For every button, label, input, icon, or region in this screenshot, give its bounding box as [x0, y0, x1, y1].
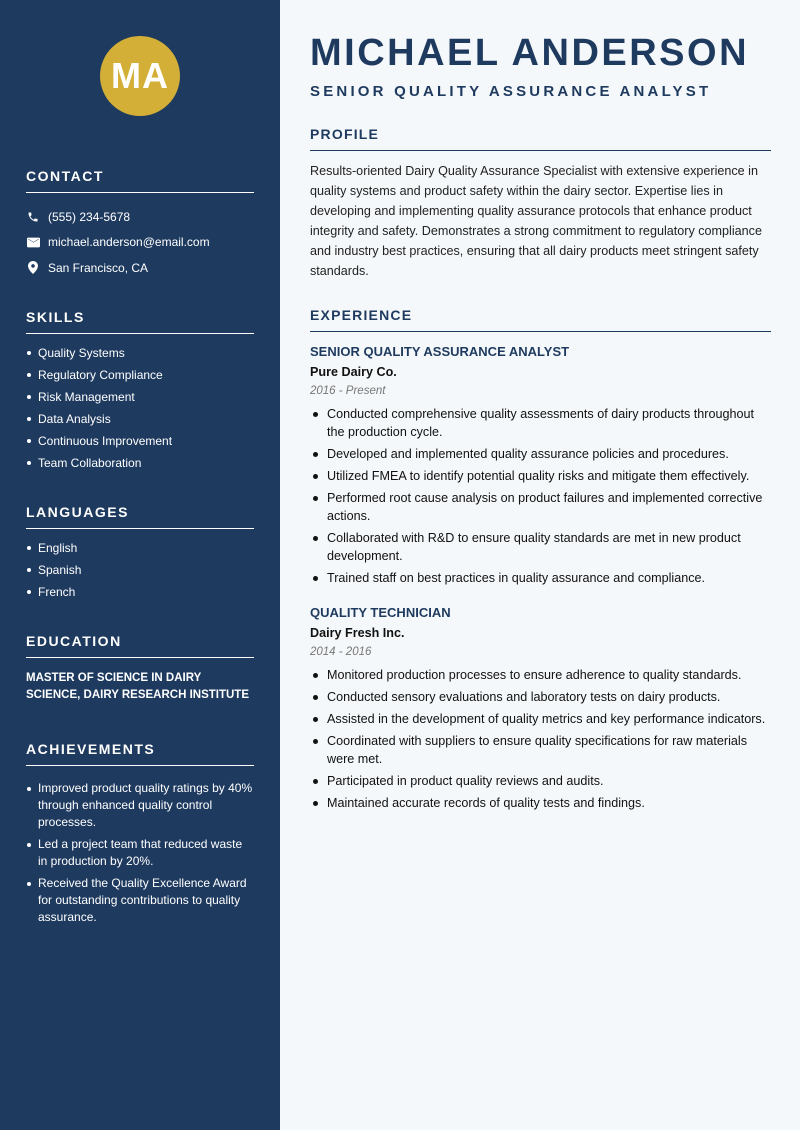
list-item: Collaborated with R&D to ensure quality standards are met in new product development. [310, 529, 771, 565]
list-item: Utilized FMEA to identify potential quality risks and mitigate them effectively. [310, 467, 771, 485]
list-item: Continuous Improvement [26, 432, 254, 454]
languages-heading: LANGUAGES [26, 504, 254, 529]
skills-list [26, 344, 254, 476]
job-entry [310, 605, 771, 812]
contact-list [26, 204, 254, 281]
list-item: Monitored production processes to ensure adherence to quality standards. [310, 666, 771, 684]
list-item: Conducted comprehensive quality assessments of dairy products throughout the production cycle. [310, 405, 771, 441]
list-item: Conducted sensory evaluations and laboratory tests on dairy products. [310, 688, 771, 706]
contact-location [26, 255, 254, 281]
profile-section [310, 126, 771, 281]
phone-text: (555) 234-5678 [48, 209, 131, 224]
experience-heading: EXPERIENCE [310, 307, 771, 332]
contact-heading: CONTACT [26, 168, 254, 193]
list-item: Spanish [26, 561, 254, 583]
contact-email [26, 230, 254, 256]
achievements-list [26, 780, 254, 926]
phone-icon [26, 210, 40, 224]
list-item: English [26, 539, 254, 561]
sidebar [0, 0, 280, 1130]
achievements-heading: ACHIEVEMENTS [26, 741, 254, 766]
skills-heading: SKILLS [26, 309, 254, 334]
list-item: Maintained accurate records of quality tests and findings. [310, 794, 771, 812]
list-item: Data Analysis [26, 410, 254, 432]
list-item: Improved product quality ratings by 40% through enhanced quality control processes. [26, 780, 254, 831]
job-title: SENIOR QUALITY ASSURANCE ANALYST [310, 344, 570, 359]
list-item: Quality Systems [26, 344, 254, 366]
job-duties [310, 405, 771, 587]
list-item: Risk Management [26, 388, 254, 410]
list-item: Regulatory Compliance [26, 366, 254, 388]
list-item: Participated in product quality reviews and audits. [310, 772, 771, 790]
skills-section [26, 309, 254, 476]
avatar: MA [100, 36, 180, 116]
list-item: Received the Quality Excellence Award for outstanding contributions to quality assurance. [26, 875, 254, 926]
contact-section [26, 168, 254, 281]
list-item: French [26, 583, 254, 605]
job-company: Pure Dairy Co. [310, 365, 397, 379]
list-item: Developed and implemented quality assurance policies and procedures. [310, 445, 771, 463]
profile-heading: PROFILE [310, 126, 771, 151]
job-dates: 2016 - Present [310, 385, 386, 397]
list-item: Team Collaboration [26, 454, 254, 476]
list-item: Led a project team that reduced waste in production by 20%. [26, 836, 254, 870]
list-item: Trained staff on best practices in quality assurance and compliance. [310, 569, 771, 587]
list-item: Performed root cause analysis on product failures and implemented corrective actions. [310, 489, 771, 525]
job-duties [310, 666, 771, 812]
languages-list [26, 539, 254, 605]
candidate-role: SENIOR QUALITY ASSURANCE ANALYST [310, 83, 712, 100]
list-item: Coordinated with suppliers to ensure quality specifications for raw materials were met. [310, 732, 771, 768]
achievements-section [26, 741, 254, 926]
email-text: michael.anderson@email.com [48, 235, 210, 250]
contact-phone [26, 204, 254, 230]
profile-text: Results-oriented Dairy Quality Assurance Specialist with extensive experience in quality systems and product safety within the dairy sector. Expertise lies in developing and implementing quality assurance protocols that enhance product integrity and safety. Demonstrates a strong commitment to regulatory compliance and industry best practices, ensuring that all dairy products meet stringent safety standards. [310, 164, 762, 278]
languages-section [26, 504, 254, 605]
experience-section [310, 307, 771, 812]
education-degree: MASTER OF SCIENCE IN DAIRY SCIENCE, DAIRY RESEARCH INSTITUTE [26, 671, 249, 701]
job-dates: 2014 - 2016 [310, 646, 372, 658]
location-text: San Francisco, CA [48, 260, 149, 275]
location-pin-icon [26, 261, 40, 275]
main-content [280, 0, 800, 1130]
job-entry [310, 344, 771, 587]
education-heading: EDUCATION [26, 633, 254, 658]
email-icon [26, 235, 40, 249]
education-section [26, 633, 254, 704]
list-item: Assisted in the development of quality metrics and key performance indicators. [310, 710, 771, 728]
job-company: Dairy Fresh Inc. [310, 626, 405, 640]
job-title: QUALITY TECHNICIAN [310, 605, 451, 620]
candidate-name: MICHAEL ANDERSON [310, 32, 750, 74]
